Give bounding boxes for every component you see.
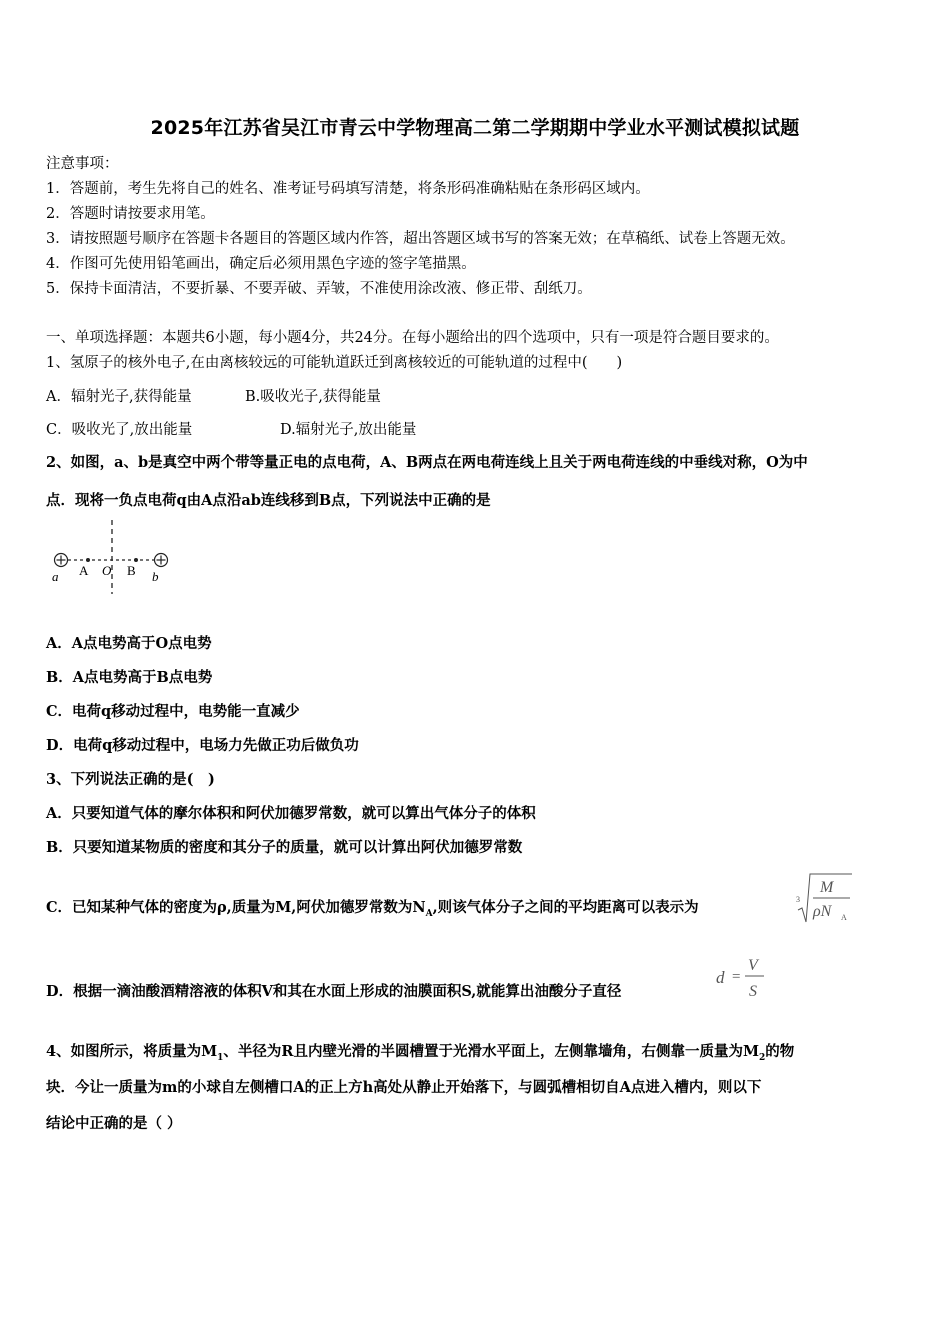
- q3-option-b: B．只要知道某物质的密度和其分子的质量，就可以计算出阿伏加德罗常数: [46, 839, 523, 856]
- q4-sub2: 2: [759, 1052, 766, 1063]
- notice-heading: 注意事项：: [46, 156, 119, 172]
- q4-stem1-a: 4、如图所示，将质量为M: [46, 1043, 218, 1060]
- formula-denominator: ρN: [813, 903, 832, 920]
- formula-v: V: [748, 957, 758, 974]
- q3-option-d: D．根据一滴油酸酒精溶液的体积V和其在水面上形成的油膜面积S,就能算出油酸分子直径: [46, 983, 622, 1000]
- q2-charge-figure: [46, 518, 176, 596]
- notice-item-2: 2．答题时请按要求用笔。: [46, 206, 215, 222]
- label-a: a: [52, 569, 59, 584]
- q3-option-c-text2: ,则该气体分子之间的平均距离可以表示为: [432, 899, 699, 916]
- q3-option-c-sub: A: [425, 908, 433, 919]
- label-b: b: [152, 569, 159, 584]
- page-title: 2025年江苏省吴江市青云中学物理高二第二学期期中学业水平测试模拟试题: [150, 117, 800, 139]
- q4-stem-line1: [46, 1040, 794, 1063]
- q3-option-c-text: C．已知某种气体的密度为ρ,质量为M,阿伏加德罗常数为N: [46, 899, 426, 916]
- q4-stem-line2: 块．今让一质量为m的小球自左侧槽口A的正上方h高处从静止开始落下，与圆弧槽相切自A点进入槽内，则以下: [46, 1079, 762, 1096]
- q2-stem-line2: 点．现将一负点电荷q由A点沿ab连线移到B点，下列说法中正确的是: [46, 492, 491, 509]
- q2-option-a: A．A点电势高于O点电势: [46, 635, 212, 652]
- formula-d: d: [716, 968, 725, 987]
- q1-option-a: A．辐射光子,获得能量: [46, 389, 192, 405]
- charge-b-icon: [155, 554, 168, 567]
- notice-item-3: 3．请按照题号顺序在答题卡各题目的答题区域内作答，超出答题区域书写的答案无效；在草稿纸、试卷上答题无效。: [46, 231, 795, 247]
- point-b-dot: [134, 558, 138, 562]
- root-index: 3: [796, 895, 800, 904]
- q4-stem1-b: 、半径为R且内壁光滑的半圆槽置于光滑水平面上，左侧靠墙角，右侧靠一质量为M: [223, 1043, 760, 1060]
- notice-item-1: 1．答题前，考生先将自己的姓名、准考证号码填写清楚，将条形码准确粘贴在条形码区域内。: [46, 181, 650, 197]
- q3-option-a: A．只要知道气体的摩尔体积和阿伏加德罗常数，就可以算出气体分子的体积: [46, 805, 536, 822]
- point-a-dot: [86, 558, 90, 562]
- label-B: B: [127, 563, 136, 578]
- q1-option-b: B.吸收光子,获得能量: [245, 389, 381, 405]
- section-heading: 一、单项选择题：本题共6小题，每小题4分，共24分。在每小题给出的四个选项中，只有一项是符合题目要求的。: [46, 330, 779, 346]
- formula-s: S: [749, 983, 757, 1000]
- q4-stem1-c: 的物: [765, 1043, 795, 1060]
- q4-sub1: 1: [217, 1052, 224, 1063]
- formula-den-sub: A: [841, 913, 847, 922]
- q3-option-c-formula: [794, 870, 854, 926]
- formula-eq: =: [732, 969, 741, 985]
- q2-option-c: C．电荷q移动过程中，电势能一直减少: [46, 703, 300, 720]
- q2-option-d: D．电荷q移动过程中，电场力先做正功后做负功: [46, 737, 359, 754]
- q1-option-c: C．吸收光了,放出能量: [46, 422, 193, 438]
- q1-stem: 1、氢原子的核外电子,在由离核较远的可能轨道跃迁到离核较近的可能轨道的过程中( ): [46, 355, 623, 371]
- label-O: O: [102, 563, 112, 578]
- label-A: A: [79, 563, 89, 578]
- notice-item-5: 5．保持卡面清洁，不要折暴、不要弄破、弄皱，不准使用涂改液、修正带、刮纸刀。: [46, 281, 592, 297]
- q4-stem-line3: 结论中正确的是（ ）: [46, 1115, 182, 1132]
- notice-item-4: 4．作图可先使用铅笔画出，确定后必须用黑色字迹的签字笔描黑。: [46, 256, 476, 272]
- q3-option-d-formula: [714, 953, 770, 1001]
- q2-stem-line1: 2、如图，a、b是真空中两个带等量正电的点电荷，A、B两点在两电荷连线上且关于两电荷连线的中垂线对称，O为中: [46, 454, 808, 471]
- q3-option-c: [46, 896, 699, 919]
- formula-numerator: M: [820, 879, 834, 896]
- q1-option-d: D.辐射光子,放出能量: [280, 422, 417, 438]
- q2-option-b: B．A点电势高于B点电势: [46, 669, 213, 686]
- charge-a-icon: [55, 554, 68, 567]
- q3-stem: 3、下列说法正确的是( ): [46, 771, 215, 788]
